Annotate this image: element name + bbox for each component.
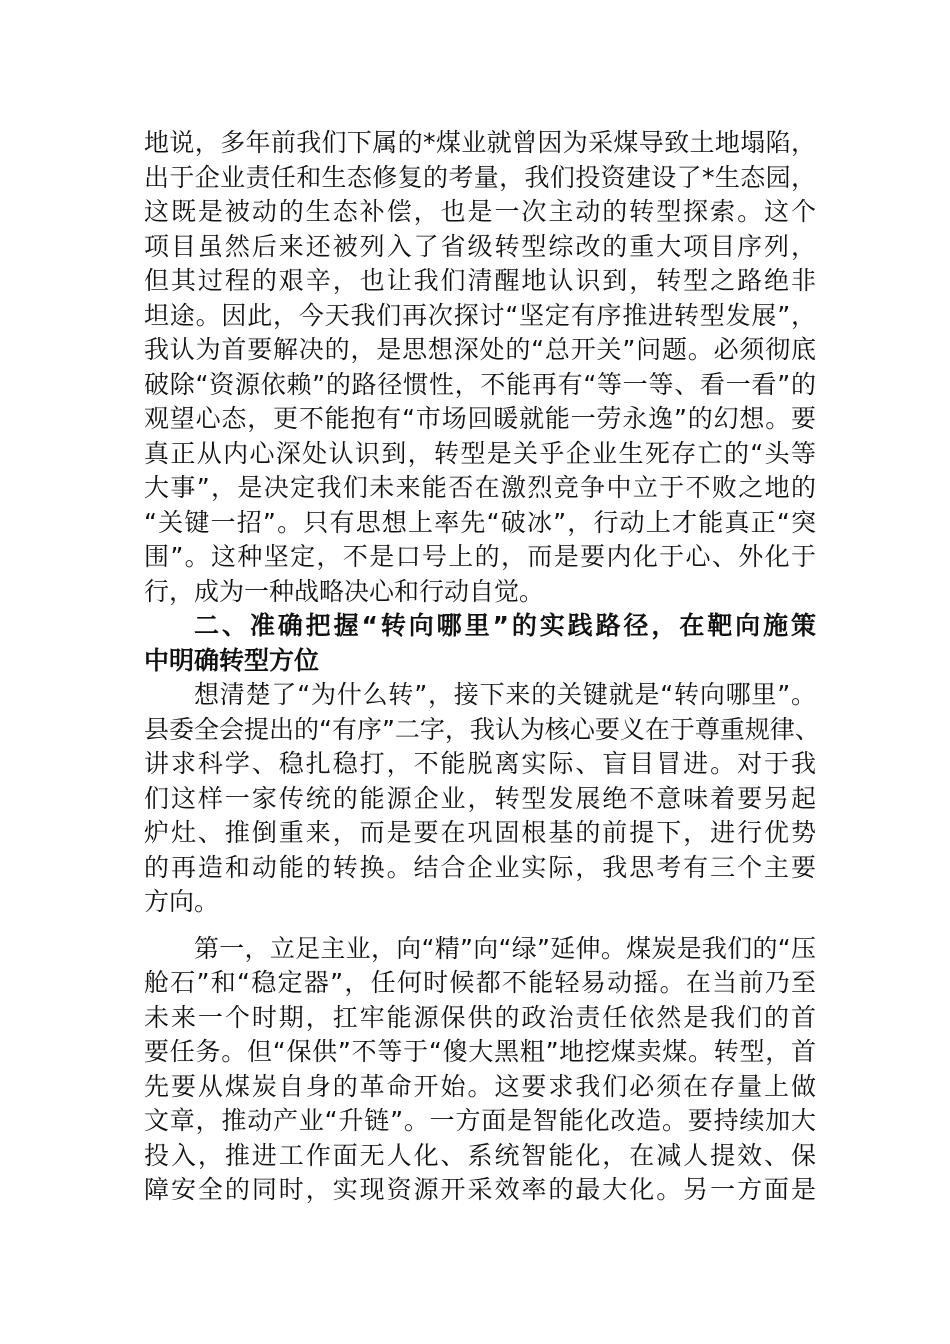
text-line: 但其过程的艰辛，也让我们清醒地认识到，转型之路绝非 (144, 266, 816, 295)
heading-line: 中明确转型方位 (144, 645, 320, 675)
text-line: 破除“资源依赖”的路径惯性，不能再有“等一等、看一看”的 (144, 369, 816, 399)
text-line: 观望心态，更不能抱有“市场回暖就能一劳永逸”的幻想。要 (144, 404, 816, 433)
text-line: 们这样一家传统的能源企业，转型发展绝不意味着要另起 (144, 783, 816, 813)
text-line: 真正从内心深处认识到，转型是关乎企业生死存亡的“头等 (144, 438, 816, 468)
document-body (144, 126, 820, 1208)
text-line: 的再造和动能的转换。结合企业实际，我思考有三个主要 (144, 852, 816, 882)
heading-line: 二、准确把握“转向哪里”的实践路径，在靶向施策 (194, 611, 816, 640)
text-line: 舱石”和“稳定器”，任何时候都不能轻易动摇。在当前乃至 (144, 968, 816, 997)
text-line: 出于企业责任和生态修复的考量，我们投资建设了*生态园， (144, 162, 816, 192)
text-line: 讲求科学、稳扎稳打，不能脱离实际、盲目冒进。对于我 (144, 749, 816, 778)
text-line: 项目虽然后来还被列入了省级转型综改的重大项目序列， (144, 231, 816, 261)
text-line: 这既是被动的生态补偿，也是一次主动的转型探索。这个 (144, 197, 816, 226)
paragraph-1 (144, 126, 816, 609)
text-line: 大事”，是决定我们未来能否在激烈竞争中立于不败之地的 (144, 473, 816, 502)
text-line: “关键一招”。只有思想上率先“破冰”，行动上才能真正“突 (144, 507, 816, 537)
text-line: 投入，推进工作面无人化、系统智能化，在减人提效、保 (144, 1140, 816, 1170)
text-line: 障安全的同时，实现资源开采效率的最大化。另一方面是 (144, 1175, 816, 1204)
text-line: 炉灶、推倒重来，而是要在巩固根基的前提下，进行优势 (144, 818, 816, 847)
text-line: 未来一个时期，扛牢能源保供的政治责任依然是我们的首 (144, 1002, 816, 1032)
text-line: 方向。 (144, 887, 220, 916)
section-heading-2 (144, 609, 816, 678)
text-line: 行，成为一种战略决心和行动自觉。 (144, 576, 545, 606)
text-line: 先要从煤炭自身的革命开始。这要求我们必须在存量上做 (144, 1071, 816, 1101)
text-line: 想清楚了“为什么转”，接下来的关键就是“转向哪里”。 (194, 680, 816, 709)
text-line: 围”。这种坚定，不是口号上的，而是要内化于心、外化于 (144, 542, 816, 571)
text-line: 坦途。因此，今天我们再次探讨“坚定有序推进转型发展”， (144, 300, 816, 330)
paragraph-2 (144, 678, 820, 920)
paragraph-3 (144, 932, 816, 1208)
paragraph-spacer (144, 920, 816, 932)
text-line: 第一，立足主业，向“精”向“绿”延伸。煤炭是我们的“压 (194, 933, 816, 963)
text-line: 文章，推动产业“升链”。一方面是智能化改造。要持续加大 (144, 1106, 816, 1135)
text-line: 地说，多年前我们下属的*煤业就曾因为采煤导致土地塌陷， (144, 128, 816, 157)
text-line: 我认为首要解决的，是思想深处的“总开关”问题。必须彻底 (144, 335, 816, 364)
text-line: 县委全会提出的“有序”二字，我认为核心要义在于尊重规律、 (144, 714, 820, 744)
text-line: 要任务。但“保供”不等于“傻大黑粗”地挖煤卖煤。转型，首 (144, 1037, 816, 1066)
